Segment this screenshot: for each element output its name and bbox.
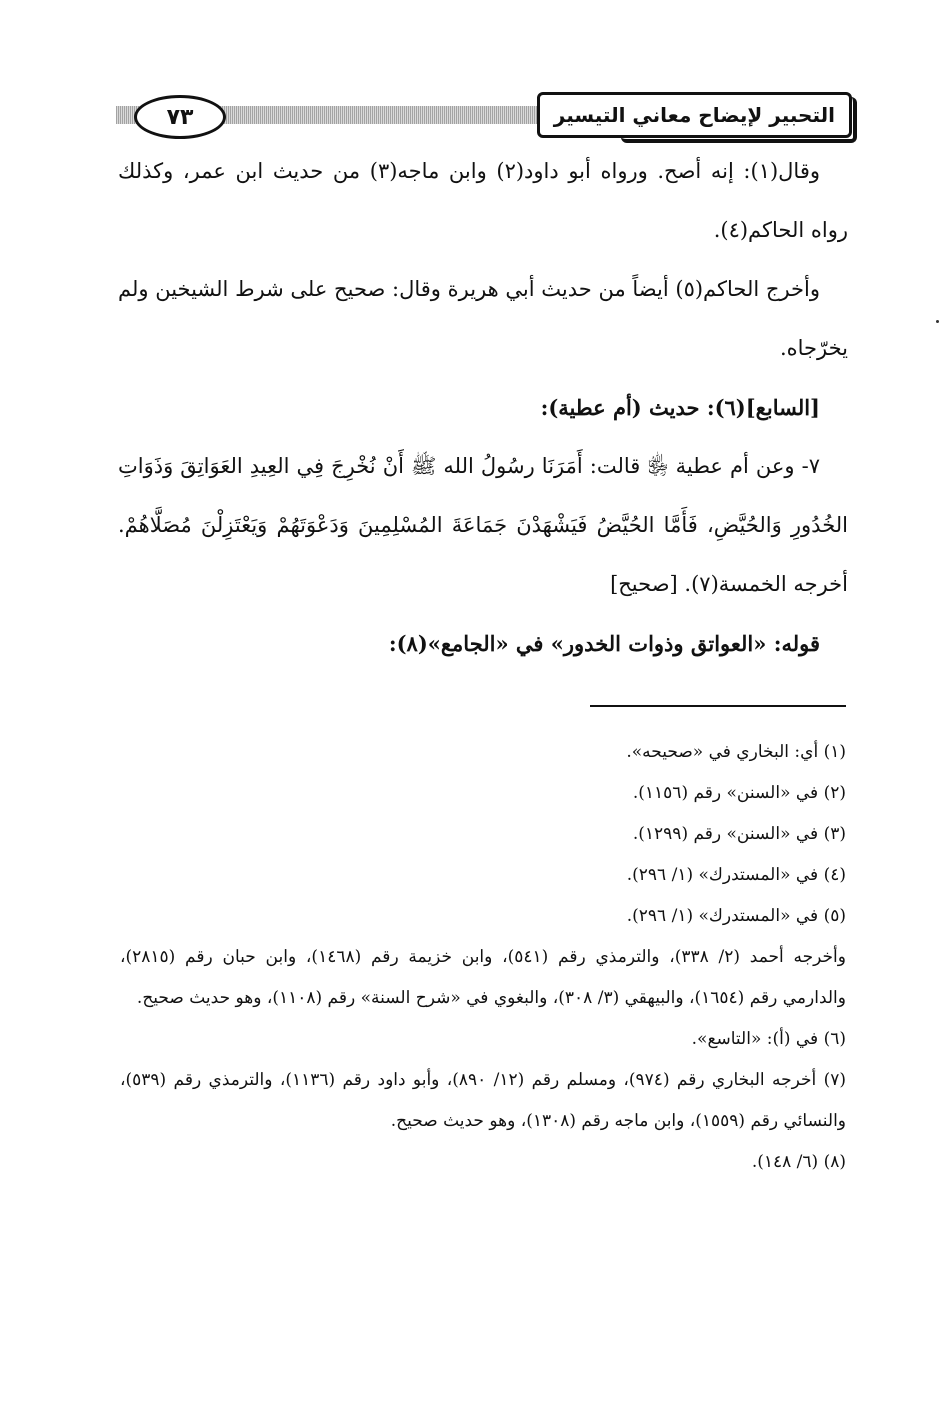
page-number: ٧٣ [134, 95, 226, 139]
main-text [118, 142, 848, 673]
hadith-text: ٧- وعن أم عطية ﵂ قالت: أَمَرَنَا رسُولُ الله ﷺ أَنْ نُخْرِجَ فِي العِيدِ العَوَاتِقَ وَذَوَاتِ الخُدُورِ وَالحُيَّضِ، فَأَمَّا الحُيَّضُ فَيَشْهَدْنَ جَمَاعَةَ المُسْلِمِينَ وَدَعْوَتَهُمْ وَيَعْتَزِلْنَ مُصَلَّاهُمْ. أخرجه الخمسة(٧). [صحيح] [118, 454, 848, 596]
footnote-2: (٢) في «السنن» رقم (١١٥٦). [632, 783, 846, 803]
footnote-3: (٣) في «السنن» رقم (١٢٩٩). [632, 824, 846, 844]
book-title: التحبير لإيضاح معاني التيسير [537, 92, 852, 138]
footnote-5: (٥) في «المستدرك» (١/ ٢٩٦). [626, 906, 846, 926]
section-heading: [السابع](٦): حديث (أم عطية): [540, 395, 820, 420]
footnote-5-continued: وأخرجه أحمد (٢/ ٣٣٨)، والترمذي رقم (٥٤١)، وابن خزيمة رقم (١٤٦٨)، وابن حبان رقم (٢٨١٥)، والدارمي رقم (١٦٥٤)، والبيهقي (٣/ ٣٠٨)، والبغوي في «شرح السنة» رقم (١١٠٨)، وهو حديث صحيح. [120, 947, 846, 1008]
page-header [116, 92, 852, 142]
footnote-4: (٤) في «المستدرك» (١/ ٢٩٦). [626, 865, 846, 885]
footnote-separator [590, 705, 846, 707]
margin-mark [936, 320, 939, 323]
paragraph-hakim: وأخرج الحاكم(٥) أيضاً من حديث أبي هريرة وقال: صحيح على شرط الشيخين ولم يخرّجاه. [118, 277, 848, 360]
paragraph-narrators: وقال(١): إنه أصح. ورواه أبو داود(٢) وابن ماجه(٣) من حديث ابن عمر، وكذلك رواه الحاكم(٤). [118, 159, 848, 242]
footnote-8: (٨) (٦/ ١٤٨). [751, 1152, 846, 1172]
footnotes [120, 732, 846, 1183]
footnote-7: (٧) أخرجه البخاري رقم (٩٧٤)، ومسلم رقم (١٢/ ٨٩٠)، وأبو داود رقم (١١٣٦)، والترمذي رقم (٥٣٩)، والنسائي رقم (١٥٥٩)، وابن ماجه رقم (١٣٠٨)، وهو حديث صحيح. [120, 1070, 846, 1131]
commentary-intro: قوله: «العواتق وذوات الخدور» في «الجامع»(٨): [388, 631, 820, 656]
footnote-6: (٦) في (أ): «التاسع». [691, 1029, 846, 1049]
footnote-1: (١) أي: البخاري في «صحيحه». [626, 742, 846, 762]
